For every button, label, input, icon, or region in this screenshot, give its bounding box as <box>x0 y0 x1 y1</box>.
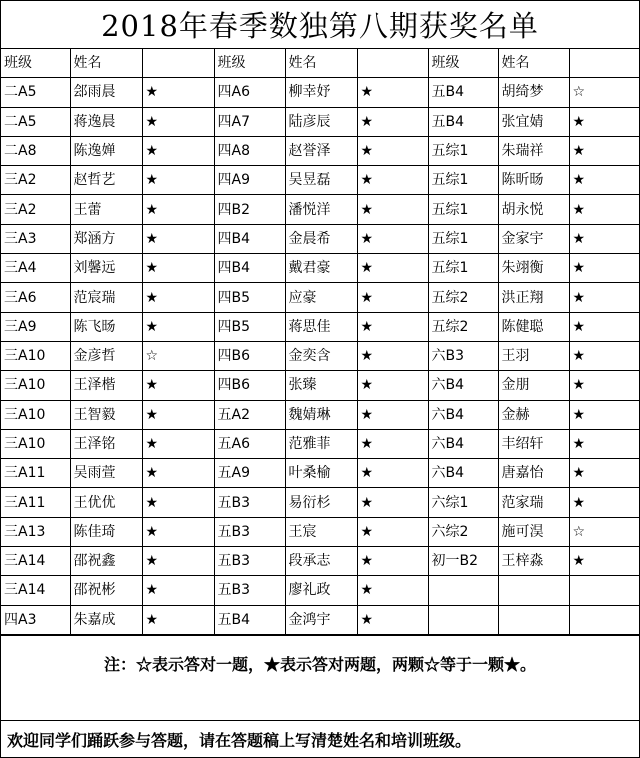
name-cell: 段承志 <box>285 547 357 576</box>
table-row <box>1 371 640 400</box>
class-cell: 五B3 <box>214 517 285 546</box>
class-cell: 五综1 <box>428 136 498 165</box>
name-cell: 柳幸妤 <box>285 78 357 107</box>
star-cell: ★ <box>357 400 428 429</box>
class-cell <box>428 576 498 605</box>
name-cell: 邵祝鑫 <box>70 547 142 576</box>
class-cell: 三A10 <box>1 400 70 429</box>
name-cell: 陈佳琦 <box>70 517 142 546</box>
star-cell: ★ <box>569 166 640 195</box>
star-cell <box>569 605 640 634</box>
name-cell: 吴昱磊 <box>285 166 357 195</box>
name-cell: 廖礼政 <box>285 576 357 605</box>
class-cell: 四B4 <box>214 254 285 283</box>
header-star <box>357 49 428 78</box>
class-cell: 四A3 <box>1 605 70 634</box>
star-cell: ★ <box>357 429 428 458</box>
name-cell: 蒋逸晨 <box>70 107 142 136</box>
class-cell: 二A8 <box>1 136 70 165</box>
name-cell: 金赫 <box>498 400 569 429</box>
class-cell: 五A6 <box>214 429 285 458</box>
table-row <box>1 283 640 312</box>
table-row <box>1 254 640 283</box>
table-row <box>1 576 640 605</box>
table-row <box>1 459 640 488</box>
name-cell: 邵祝彬 <box>70 576 142 605</box>
class-cell: 五综1 <box>428 195 498 224</box>
header-name: 姓名 <box>285 49 357 78</box>
name-cell: 王羽 <box>498 341 569 370</box>
name-cell: 魏婧琳 <box>285 400 357 429</box>
class-cell: 五综1 <box>428 254 498 283</box>
name-cell: 郐雨晨 <box>70 78 142 107</box>
name-cell: 朱嘉成 <box>70 605 142 634</box>
star-cell: ★ <box>142 136 214 165</box>
star-cell: ☆ <box>569 517 640 546</box>
page-title: 2018年春季数独第八期获奖名单 <box>1 1 639 49</box>
class-cell: 三A10 <box>1 371 70 400</box>
header-class: 班级 <box>214 49 285 78</box>
name-cell: 丰绍轩 <box>498 429 569 458</box>
star-cell: ★ <box>142 107 214 136</box>
award-table-body <box>1 49 640 634</box>
star-cell: ★ <box>142 78 214 107</box>
star-cell: ★ <box>569 254 640 283</box>
class-cell: 四B2 <box>214 195 285 224</box>
name-cell: 范宸瑞 <box>70 283 142 312</box>
name-cell: 朱瑞祥 <box>498 136 569 165</box>
star-cell: ★ <box>569 107 640 136</box>
legend-note: 注：☆表示答对一题，★表示答对两题，两颗☆等于一颗★。 <box>1 635 639 692</box>
class-cell: 四A7 <box>214 107 285 136</box>
class-cell: 初一B2 <box>428 547 498 576</box>
footer-message: 欢迎同学们踊跃参与答题，请在答题稿上写清楚姓名和培训班级。 <box>1 720 639 757</box>
star-cell: ★ <box>357 547 428 576</box>
class-cell: 三A2 <box>1 195 70 224</box>
class-cell: 三A2 <box>1 166 70 195</box>
name-cell: 郑涵方 <box>70 224 142 253</box>
class-cell: 五A2 <box>214 400 285 429</box>
class-cell: 六综2 <box>428 517 498 546</box>
class-cell: 四A8 <box>214 136 285 165</box>
star-cell: ★ <box>357 605 428 634</box>
star-cell: ★ <box>569 400 640 429</box>
class-cell: 五综1 <box>428 224 498 253</box>
class-cell: 五B3 <box>214 547 285 576</box>
name-cell: 范家瑞 <box>498 488 569 517</box>
star-cell: ★ <box>569 429 640 458</box>
name-cell: 张宜婧 <box>498 107 569 136</box>
class-cell: 四B4 <box>214 224 285 253</box>
star-cell: ★ <box>142 371 214 400</box>
name-cell: 陈健聪 <box>498 312 569 341</box>
star-cell: ★ <box>569 488 640 517</box>
star-cell: ★ <box>142 517 214 546</box>
name-cell <box>498 605 569 634</box>
name-cell: 金奕含 <box>285 341 357 370</box>
star-cell: ★ <box>357 459 428 488</box>
star-cell: ★ <box>357 195 428 224</box>
star-cell: ★ <box>569 224 640 253</box>
header-row <box>1 49 640 78</box>
star-cell: ★ <box>142 254 214 283</box>
star-cell: ★ <box>357 517 428 546</box>
class-cell: 五B4 <box>214 605 285 634</box>
table-row <box>1 166 640 195</box>
class-cell: 五综2 <box>428 283 498 312</box>
star-cell: ★ <box>142 312 214 341</box>
header-class: 班级 <box>1 49 70 78</box>
name-cell: 吴雨萱 <box>70 459 142 488</box>
name-cell: 戴君豪 <box>285 254 357 283</box>
class-cell: 五B3 <box>214 488 285 517</box>
star-cell: ★ <box>357 78 428 107</box>
star-cell: ★ <box>357 312 428 341</box>
star-cell <box>569 576 640 605</box>
class-cell: 三A9 <box>1 312 70 341</box>
class-cell: 六B4 <box>428 400 498 429</box>
class-cell: 三A3 <box>1 224 70 253</box>
star-cell: ☆ <box>569 78 640 107</box>
name-cell: 范雅菲 <box>285 429 357 458</box>
star-cell: ★ <box>142 195 214 224</box>
name-cell: 金鸿宇 <box>285 605 357 634</box>
name-cell: 赵哲艺 <box>70 166 142 195</box>
name-cell: 王泽铭 <box>70 429 142 458</box>
star-cell: ★ <box>357 136 428 165</box>
star-cell: ★ <box>357 107 428 136</box>
award-table <box>1 49 640 635</box>
name-cell: 金家宇 <box>498 224 569 253</box>
class-cell: 四B5 <box>214 312 285 341</box>
class-cell: 三A13 <box>1 517 70 546</box>
header-star <box>569 49 640 78</box>
star-cell: ★ <box>357 488 428 517</box>
table-row <box>1 517 640 546</box>
name-cell: 王优优 <box>70 488 142 517</box>
table-row <box>1 400 640 429</box>
class-cell: 二A5 <box>1 78 70 107</box>
class-cell: 六B3 <box>428 341 498 370</box>
star-cell: ★ <box>142 224 214 253</box>
star-cell: ★ <box>569 547 640 576</box>
star-cell: ★ <box>569 371 640 400</box>
star-cell: ★ <box>142 400 214 429</box>
star-cell: ★ <box>569 341 640 370</box>
name-cell: 洪正翔 <box>498 283 569 312</box>
star-cell: ★ <box>357 166 428 195</box>
class-cell <box>428 605 498 634</box>
name-cell: 叶桑榆 <box>285 459 357 488</box>
class-cell: 五B3 <box>214 576 285 605</box>
name-cell: 易衍杉 <box>285 488 357 517</box>
name-cell: 唐嘉怡 <box>498 459 569 488</box>
name-cell: 金彦哲 <box>70 341 142 370</box>
name-cell: 王宸 <box>285 517 357 546</box>
star-cell: ★ <box>357 341 428 370</box>
class-cell: 三A4 <box>1 254 70 283</box>
class-cell: 五A9 <box>214 459 285 488</box>
class-cell: 三A11 <box>1 459 70 488</box>
table-row <box>1 341 640 370</box>
table-row <box>1 107 640 136</box>
star-cell: ★ <box>357 576 428 605</box>
class-cell: 三A14 <box>1 576 70 605</box>
star-cell: ★ <box>142 283 214 312</box>
header-name: 姓名 <box>498 49 569 78</box>
name-cell: 施可淏 <box>498 517 569 546</box>
star-cell: ★ <box>569 283 640 312</box>
name-cell: 金晨希 <box>285 224 357 253</box>
star-cell: ★ <box>142 488 214 517</box>
table-row <box>1 224 640 253</box>
class-cell: 三A10 <box>1 429 70 458</box>
name-cell: 赵誉泽 <box>285 136 357 165</box>
name-cell: 王泽楷 <box>70 371 142 400</box>
class-cell: 五B4 <box>428 107 498 136</box>
class-cell: 五综2 <box>428 312 498 341</box>
name-cell: 陈逸婵 <box>70 136 142 165</box>
star-cell: ★ <box>569 312 640 341</box>
table-row <box>1 136 640 165</box>
name-cell: 刘馨远 <box>70 254 142 283</box>
name-cell: 陈昕旸 <box>498 166 569 195</box>
name-cell: 胡绮梦 <box>498 78 569 107</box>
name-cell: 陈飞旸 <box>70 312 142 341</box>
class-cell: 三A14 <box>1 547 70 576</box>
class-cell: 四B6 <box>214 371 285 400</box>
star-cell: ★ <box>569 136 640 165</box>
class-cell: 二A5 <box>1 107 70 136</box>
name-cell: 张臻 <box>285 371 357 400</box>
name-cell: 潘悦洋 <box>285 195 357 224</box>
table-row <box>1 78 640 107</box>
star-cell: ★ <box>569 459 640 488</box>
class-cell: 六B4 <box>428 459 498 488</box>
star-cell: ★ <box>142 547 214 576</box>
table-row <box>1 195 640 224</box>
star-cell: ★ <box>142 429 214 458</box>
name-cell: 金朋 <box>498 371 569 400</box>
table-row <box>1 429 640 458</box>
name-cell: 王智毅 <box>70 400 142 429</box>
star-cell: ★ <box>142 166 214 195</box>
class-cell: 四B6 <box>214 341 285 370</box>
class-cell: 四A9 <box>214 166 285 195</box>
class-cell: 五综1 <box>428 166 498 195</box>
name-cell: 王蕾 <box>70 195 142 224</box>
star-cell: ☆ <box>142 341 214 370</box>
table-row <box>1 488 640 517</box>
star-cell: ★ <box>357 224 428 253</box>
name-cell: 朱翊衡 <box>498 254 569 283</box>
class-cell: 三A11 <box>1 488 70 517</box>
table-row <box>1 547 640 576</box>
name-cell: 应豪 <box>285 283 357 312</box>
name-cell: 蒋思佳 <box>285 312 357 341</box>
name-cell: 陆彦辰 <box>285 107 357 136</box>
name-cell <box>498 576 569 605</box>
star-cell: ★ <box>142 605 214 634</box>
class-cell: 六B4 <box>428 429 498 458</box>
star-cell: ★ <box>357 371 428 400</box>
class-cell: 四A6 <box>214 78 285 107</box>
star-cell: ★ <box>569 195 640 224</box>
class-cell: 五B4 <box>428 78 498 107</box>
table-row <box>1 312 640 341</box>
star-cell: ★ <box>142 576 214 605</box>
table-row <box>1 605 640 634</box>
class-cell: 三A6 <box>1 283 70 312</box>
header-star <box>142 49 214 78</box>
star-cell: ★ <box>357 254 428 283</box>
star-cell: ★ <box>142 459 214 488</box>
star-cell: ★ <box>357 283 428 312</box>
class-cell: 六B4 <box>428 371 498 400</box>
header-class: 班级 <box>428 49 498 78</box>
header-name: 姓名 <box>70 49 142 78</box>
name-cell: 王梓淼 <box>498 547 569 576</box>
class-cell: 三A10 <box>1 341 70 370</box>
class-cell: 四B5 <box>214 283 285 312</box>
name-cell: 胡永悦 <box>498 195 569 224</box>
class-cell: 六综1 <box>428 488 498 517</box>
